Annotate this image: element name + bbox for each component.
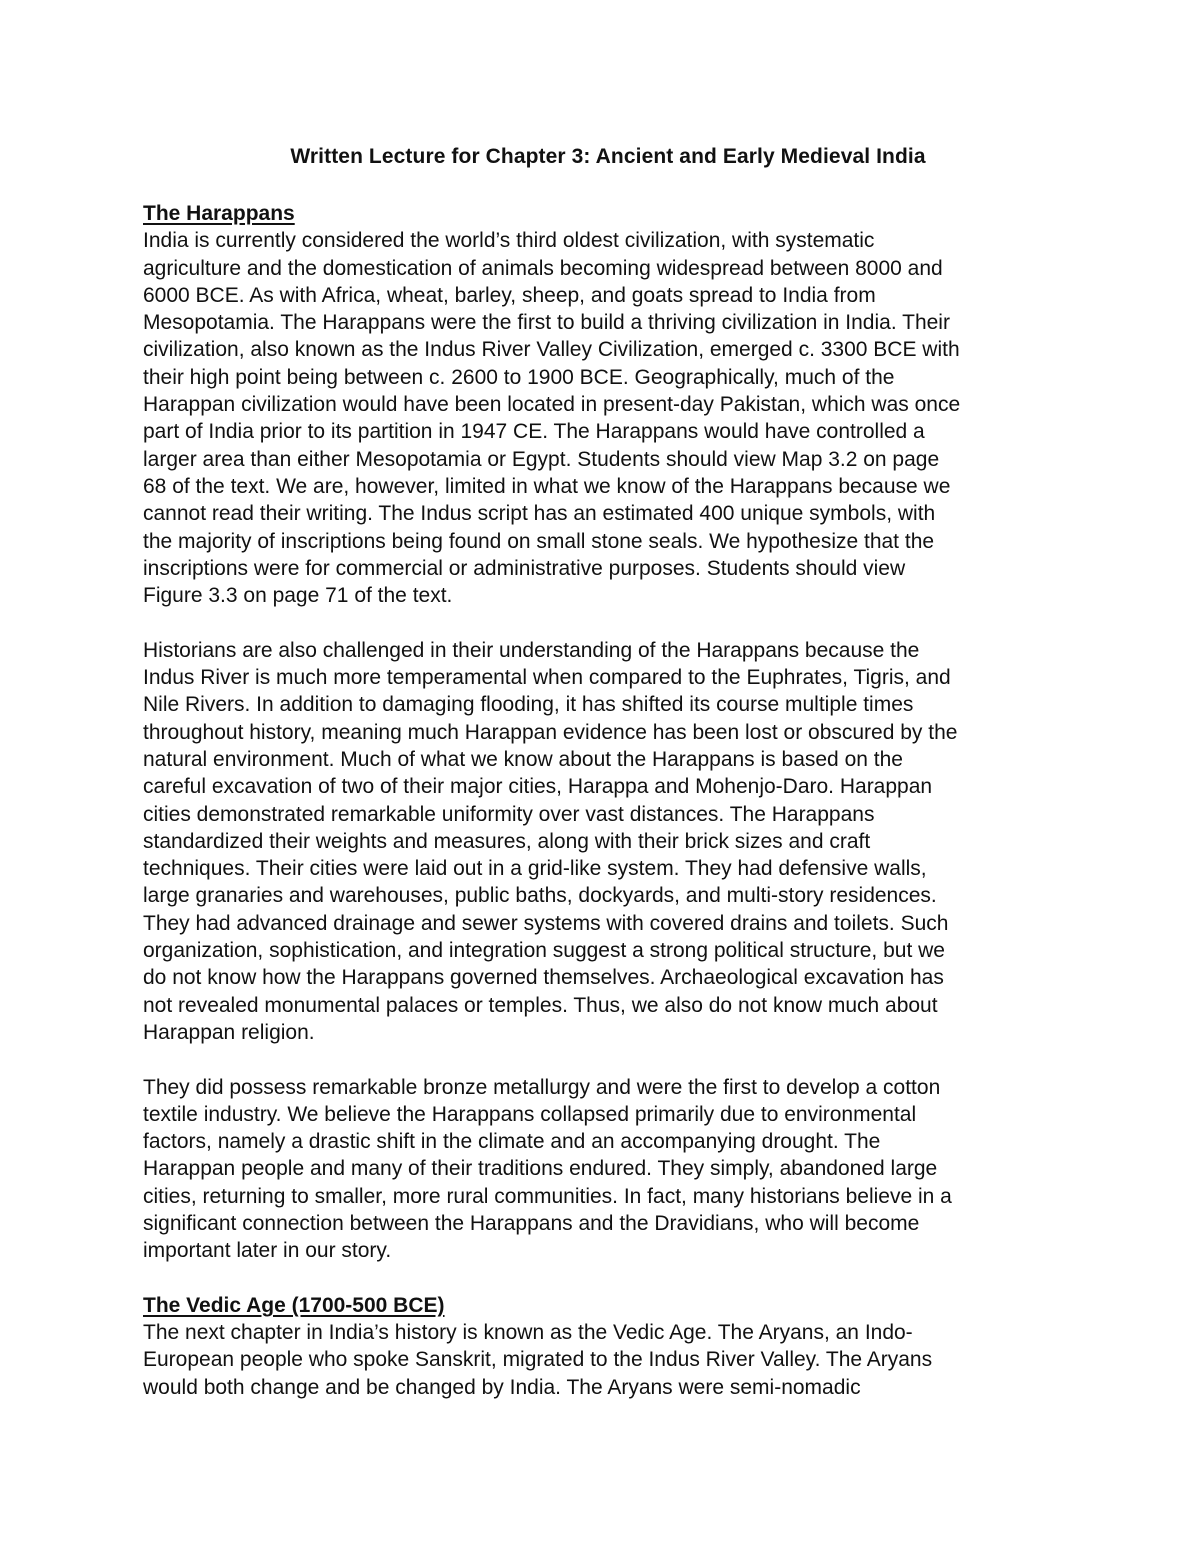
- section-harappans: [143, 200, 1073, 1292]
- section-heading-vedic-age: The Vedic Age (1700-500 BCE): [143, 1293, 445, 1317]
- section-heading-harappans: The Harappans: [143, 202, 295, 225]
- paragraph-spacer: [143, 609, 1073, 636]
- paragraph-spacer: [143, 1046, 1073, 1073]
- section-vedic-age: [143, 1292, 1073, 1401]
- paragraph: India is currently considered the world’s third oldest civilization, with systematic agriculture and the domestication of animals becoming widespread between 8000 and 6000 BCE. As with Africa, wheat, barley, sheep, and goats spread to India from Mesopotamia. The Harappans were the first to build a thriving civilization in India. Their civilization, also known as the Indus River Valley Civilization, emerged c. 3300 BCE with their high point being between c. 2600 to 1900 BCE. Geographically, much of the Harappan civilization would have been located in present-day Pakistan, which was once part of India prior to its partition in 1947 CE. The Harappans would have controlled a larger area than either Mesopotamia or Egypt. Students should view Map 3.2 on page 68 of the text. We are, however, limited in what we know of the Harappans because we cannot read their writing. The Indus script has an estimated 400 unique symbols, with the majority of inscriptions being found on small stone seals. We hypothesize that the inscriptions were for commercial or administrative purposes. Students should view Figure 3.3 on page 71 of the text.: [143, 229, 961, 608]
- paragraph-spacer: [143, 1265, 1073, 1292]
- page-title: Written Lecture for Chapter 3: Ancient and Early Medieval India: [290, 145, 926, 168]
- paragraph: The next chapter in India’s history is known as the Vedic Age. The Aryans, an Indo- European people who spoke Sanskrit, migrated to the Indus River Valley. The Aryans would both change and be changed by India. The Aryans were semi-nomadic: [143, 1321, 933, 1399]
- paragraph: Historians are also challenged in their understanding of the Harappans because the Indus River is much more temperamental when compared to the Euphrates, Tigris, and Nile Rivers. In addition to damaging flooding, it has shifted its course multiple times throughout history, meaning much Harappan evidence has been lost or obscured by the natural environment. Much of what we know about the Harappans is based on the careful excavation of two of their major cities, Harappa and Mohenjo-Daro. Harappan cities demonstrated remarkable uniformity over vast distances. The Harappans standardized their weights and measures, along with their brick sizes and craft techniques. Their cities were laid out in a grid-like system. They had defensive walls, large granaries and warehouses, public baths, dockyards, and multi-story residences. They had advanced drainage and sewer systems with covered drains and toilets. Such organization, sophistication, and integration suggest a strong political structure, but we do not know how the Harappans governed themselves. Archaeological excavation has not revealed monumental palaces or temples. Thus, we also do not know much about Harappan religion.: [143, 638, 958, 1044]
- paragraph: They did possess remarkable bronze metallurgy and were the first to develop a cotton textile industry. We believe the Harappans collapsed primarily due to environmental factors, namely a drastic shift in the climate and an accompanying drought. The Harappan people and many of their traditions endured. They simply, abandoned large cities, returning to smaller, more rural communities. In fact, many historians believe in a significant connection between the Harappans and the Dravidians, who will become important later in our story.: [143, 1075, 952, 1263]
- document-page: [143, 140, 1073, 1401]
